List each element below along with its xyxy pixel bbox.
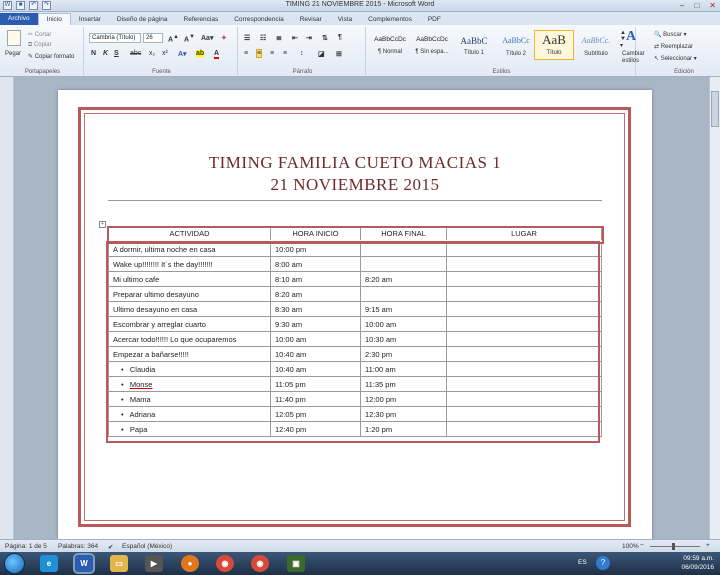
place-cell[interactable] [447, 287, 602, 302]
tab-vista[interactable]: Vista [337, 16, 353, 23]
start-time-cell[interactable]: 12:40 pm [271, 422, 361, 437]
clipboard-group [2, 27, 84, 75]
shrink-font-icon[interactable]: A▼ [184, 34, 195, 44]
title-divider [108, 200, 602, 201]
change-styles-button[interactable]: Cambiar estilos [622, 51, 645, 64]
copy-button[interactable] [28, 42, 52, 49]
tab-diseno-pagina[interactable]: Diseño de página [116, 16, 168, 23]
internet-explorer-icon[interactable]: e [40, 555, 58, 572]
end-time-cell[interactable]: 12:30 pm [361, 407, 447, 422]
multilevel-icon[interactable]: ≣ [276, 35, 282, 42]
activity-cell[interactable]: Acercar todo!!!!!! Lo que ocuparemos [109, 332, 271, 347]
align-center-icon[interactable]: ≡ [257, 50, 262, 57]
redo-icon[interactable]: ↷ [43, 2, 50, 8]
activity-cell[interactable]: • Monse [109, 377, 271, 392]
find-button[interactable]: 🔍 Buscar ▾ [654, 32, 687, 38]
scrollbar-thumb[interactable] [711, 91, 719, 127]
table-header-row [109, 228, 602, 242]
strikethrough-button[interactable]: abc [130, 50, 142, 57]
clipboard-group-label: Portapapeles [24, 69, 61, 75]
place-cell[interactable] [447, 362, 602, 377]
window-controls [680, 1, 716, 10]
find-label: Buscar [663, 32, 682, 38]
italic-button[interactable]: K [103, 50, 109, 57]
font-size-select[interactable]: 26 [143, 33, 163, 43]
zoom-slider-knob[interactable] [672, 543, 675, 550]
place-cell[interactable] [447, 377, 602, 392]
page-count[interactable]: Página: 1 de 5 [5, 543, 47, 550]
tab-complementos[interactable]: Complementos [368, 16, 412, 23]
style-name: Título 1 [463, 50, 484, 56]
activity-cell[interactable]: • Adriana [109, 407, 271, 422]
table-row [109, 302, 602, 317]
taskbar [0, 552, 720, 575]
person-name: Monse [129, 379, 153, 389]
start-time-cell[interactable]: 8:30 am [271, 302, 361, 317]
app-icon[interactable]: ▣ [287, 555, 305, 572]
style-sample: AaBbCc [502, 36, 530, 45]
zoom-slider[interactable] [650, 546, 700, 547]
style-name: Título 2 [505, 51, 526, 57]
subscript-button[interactable]: x₂ [149, 50, 156, 57]
style-sample: AaBbCcDc [416, 36, 448, 43]
copy-icon: ⧉ [28, 42, 33, 48]
shading-icon[interactable]: ◪ [318, 51, 325, 58]
paste-button[interactable]: Pegar [5, 51, 22, 57]
line-spacing-icon[interactable]: ↕ [300, 50, 304, 57]
table-row [109, 407, 602, 422]
end-time-cell[interactable]: 11:35 pm [361, 377, 447, 392]
align-left-icon[interactable]: ≡ [244, 50, 249, 57]
start-time-cell[interactable]: 8:10 am [271, 272, 361, 287]
tab-revisar[interactable]: Revisar [299, 16, 322, 23]
tab-insertar[interactable]: Insertar [78, 16, 101, 23]
style-sample: AaBbC [460, 36, 488, 46]
style-sample: AaBbCcDc [374, 36, 406, 43]
change-styles-group [620, 27, 650, 75]
highlight-icon[interactable]: ab [196, 50, 205, 57]
maximize-icon[interactable]: □ [694, 1, 700, 10]
activity-cell[interactable]: Mi ultimo cafe [109, 272, 271, 287]
clock-date: 06/09/2016 [681, 564, 714, 571]
document-title-line-1: TIMING FAMILIA CUETO MACIAS 1 [208, 153, 502, 172]
text-effects-icon[interactable]: A▾ [178, 51, 187, 58]
undo-icon[interactable]: ↶ [30, 2, 37, 8]
superscript-button[interactable]: x² [162, 50, 168, 57]
place-cell[interactable] [447, 317, 602, 332]
borders-icon[interactable]: ⊞ [336, 51, 342, 58]
editing-group [652, 27, 716, 75]
table-row [109, 242, 602, 257]
place-cell[interactable] [447, 272, 602, 287]
editing-group-label: Edición [674, 69, 694, 75]
window-title: TIMING 21 NOVIEMBRE 2015 - Microsoft Word [285, 1, 435, 8]
header-actividad[interactable]: ACTIVIDAD [109, 228, 271, 242]
style-normal[interactable] [370, 30, 410, 60]
style-title[interactable] [534, 30, 574, 60]
scissors-icon: ✂ [28, 32, 34, 38]
person-name: Mama [129, 394, 151, 404]
activity-cell[interactable]: • Mama [109, 392, 271, 407]
font-name-select[interactable]: Cambria (Título) [89, 33, 141, 43]
start-time-cell[interactable]: 10:40 am [271, 347, 361, 362]
place-cell[interactable] [447, 302, 602, 317]
place-cell[interactable] [447, 332, 602, 347]
style-sample: AaBbCc. [581, 36, 611, 45]
clock-time: 09:59 a.m. [683, 555, 714, 562]
zoom-level[interactable]: 100% [622, 543, 639, 550]
tab-archivo[interactable]: Archivo [0, 13, 38, 25]
schedule-table[interactable] [108, 227, 602, 437]
chrome-icon[interactable]: ◉ [251, 555, 269, 572]
zoom-out-icon[interactable]: − [640, 542, 644, 549]
file-explorer-icon[interactable]: ▭ [110, 555, 128, 572]
cut-button[interactable] [28, 31, 51, 38]
style-name: Título [546, 50, 562, 56]
firefox-icon[interactable]: ● [181, 555, 199, 572]
start-time-cell[interactable]: 12:05 pm [271, 407, 361, 422]
start-time-cell[interactable]: 10:40 am [271, 362, 361, 377]
activity-cell[interactable]: Escombrar y arreglar cuarto [109, 317, 271, 332]
tab-correspondencia[interactable]: Correspondencia [234, 16, 284, 23]
style-name: Subtítulo [584, 51, 608, 57]
numbering-icon[interactable]: ☷ [260, 35, 267, 42]
header-lugar[interactable]: LUGAR [447, 228, 602, 242]
table-row [109, 257, 602, 272]
minimize-icon[interactable]: – [680, 1, 685, 10]
table-row [109, 377, 602, 392]
place-cell[interactable] [447, 347, 602, 362]
font-group [86, 27, 238, 75]
style-sample: AaB [542, 32, 566, 47]
search-icon: 🔍 [654, 32, 662, 38]
person-name: Papa [129, 424, 148, 434]
style-name: ¶ Normal [377, 49, 403, 55]
table-row [109, 347, 602, 362]
place-cell[interactable] [447, 242, 602, 257]
replace-icon: ⇄ [654, 44, 660, 50]
activity-text: A dormir, ultima noche en casa [113, 245, 216, 255]
cut-label: Cortar [34, 32, 52, 38]
activity-cell[interactable]: Preparar ultimo desayuno [109, 287, 271, 302]
style-no-spacing[interactable] [412, 30, 452, 60]
end-time-cell[interactable]: 12:00 pm [361, 392, 447, 407]
table-row [109, 332, 602, 347]
activity-cell[interactable] [109, 242, 271, 257]
place-cell[interactable] [447, 257, 602, 272]
start-time-cell[interactable]: 11:05 pm [271, 377, 361, 392]
change-case-icon[interactable]: Aa▾ [201, 35, 214, 42]
vertical-scrollbar[interactable] [709, 77, 720, 539]
header-hora-final[interactable]: HORA FINAL [361, 228, 447, 242]
tab-pdf[interactable]: PDF [427, 16, 441, 23]
table-row [109, 272, 602, 287]
ribbon [0, 25, 720, 77]
end-time-cell[interactable]: 1:20 pm [361, 422, 447, 437]
underline-button[interactable]: S [114, 50, 119, 57]
activity-cell[interactable]: • Papa [109, 422, 271, 437]
activity-cell[interactable]: Empezar a bañarse!!!!! [109, 347, 271, 362]
increase-indent-icon[interactable]: ⇥ [306, 35, 312, 42]
status-bar [0, 539, 720, 552]
zoom-in-icon[interactable]: + [706, 542, 710, 549]
header-hora-inicio[interactable]: HORA INICIO [271, 228, 361, 242]
place-cell[interactable] [447, 392, 602, 407]
activity-cell[interactable]: Ultimo desayuno en casa [109, 302, 271, 317]
font-group-label: Fuente [152, 69, 171, 75]
align-right-icon[interactable]: ≡ [270, 50, 275, 57]
change-styles-icon[interactable]: A [626, 29, 637, 44]
styles-gallery-more-icon[interactable]: ▲ ▼ ▾ [620, 30, 626, 49]
style-subtitle[interactable] [576, 30, 616, 60]
paragraph-group [240, 27, 366, 75]
grow-font-icon[interactable]: A▲ [168, 34, 179, 44]
document-page[interactable] [58, 90, 652, 540]
table-move-handle-icon[interactable]: + [99, 221, 106, 228]
table-row [109, 422, 602, 437]
format-painter-label: Copiar formato [34, 54, 75, 60]
document-title[interactable] [58, 152, 652, 196]
word-count[interactable]: Palabras: 364 [58, 543, 99, 550]
document-title-line-2: 21 NOVIEMBRE 2015 [270, 175, 440, 194]
select-button[interactable]: ↖ Seleccionar ▾ [654, 56, 697, 62]
help-icon[interactable]: ? [596, 556, 610, 570]
start-time-cell[interactable]: 9:30 am [271, 317, 361, 332]
tab-referencias[interactable]: Referencias [183, 16, 219, 23]
paste-icon[interactable] [7, 30, 21, 46]
word-taskbar-icon[interactable]: W [75, 555, 93, 572]
style-heading-2[interactable] [496, 30, 536, 60]
clear-format-icon[interactable]: ✦ [221, 35, 227, 42]
start-time-cell[interactable]: 11:40 pm [271, 392, 361, 407]
language-indicator[interactable]: Español (México) [122, 543, 173, 550]
start-time-cell[interactable]: 10:00 am [271, 332, 361, 347]
justify-icon[interactable]: ≡ [283, 50, 288, 57]
end-time-cell[interactable]: 9:15 am [361, 302, 447, 317]
start-time-cell[interactable]: 8:00 am [271, 257, 361, 272]
end-time-cell[interactable]: 2:30 pm [361, 347, 447, 362]
table-row [109, 317, 602, 332]
start-time-cell[interactable]: 8:20 am [271, 287, 361, 302]
end-time-cell[interactable] [361, 287, 447, 302]
pilcrow-icon[interactable]: ¶ [338, 34, 342, 41]
place-cell[interactable] [447, 407, 602, 422]
styles-group-label: Estilos [492, 69, 511, 75]
place-cell[interactable] [447, 422, 602, 437]
end-time-cell[interactable] [361, 257, 447, 272]
word-app-icon[interactable]: W [4, 2, 11, 8]
chrome-icon[interactable]: ◉ [216, 555, 234, 572]
close-icon[interactable]: ✕ [709, 1, 716, 10]
cursor-icon: ↖ [654, 56, 660, 62]
replace-label: Reemplazar [660, 44, 694, 50]
select-label: Seleccionar [660, 56, 693, 62]
ribbon-tabs [0, 12, 720, 25]
table-row [109, 392, 602, 407]
style-heading-1[interactable] [454, 30, 494, 60]
replace-button[interactable] [654, 43, 693, 50]
decrease-indent-icon[interactable]: ⇤ [292, 35, 298, 42]
proofing-icon[interactable]: ✔ [108, 544, 114, 551]
keyboard-language[interactable]: ES [578, 559, 587, 566]
font-color-icon[interactable]: A [214, 50, 220, 57]
vertical-ruler [0, 77, 14, 539]
end-time-cell[interactable]: 8:20 am [361, 272, 447, 287]
format-painter-button[interactable] [28, 53, 74, 60]
end-time-cell[interactable]: 10:30 am [361, 332, 447, 347]
media-player-icon[interactable]: ▶ [145, 555, 163, 572]
activity-cell[interactable]: • Claudia [109, 362, 271, 377]
table-row [109, 287, 602, 302]
styles-group [368, 27, 636, 75]
bullets-icon[interactable]: ☰ [244, 35, 251, 42]
tab-inicio[interactable]: Inicio [38, 13, 71, 25]
save-icon[interactable]: ■ [16, 1, 25, 10]
clock[interactable] [681, 554, 714, 572]
table-row [109, 362, 602, 377]
person-name: Claudia [129, 364, 156, 374]
sort-icon[interactable]: ⇅ [322, 35, 328, 42]
title-bar [0, 0, 720, 12]
person-name: Adriana [129, 409, 156, 419]
end-time-cell[interactable] [361, 242, 447, 257]
paragraph-group-label: Párrafo [292, 69, 313, 75]
copy-label: Copiar [33, 42, 52, 48]
start-button[interactable] [4, 553, 25, 574]
bold-button[interactable]: N [91, 50, 97, 57]
start-time-cell[interactable]: 10:00 pm [271, 242, 361, 257]
activity-cell[interactable]: Wake up!!!!!!!! It´s the day!!!!!!! [109, 257, 271, 272]
end-time-cell[interactable]: 10:00 am [361, 317, 447, 332]
style-name: ¶ Sin espa... [415, 49, 449, 55]
end-time-cell[interactable]: 11:00 am [361, 362, 447, 377]
brush-icon: ✎ [28, 54, 34, 60]
